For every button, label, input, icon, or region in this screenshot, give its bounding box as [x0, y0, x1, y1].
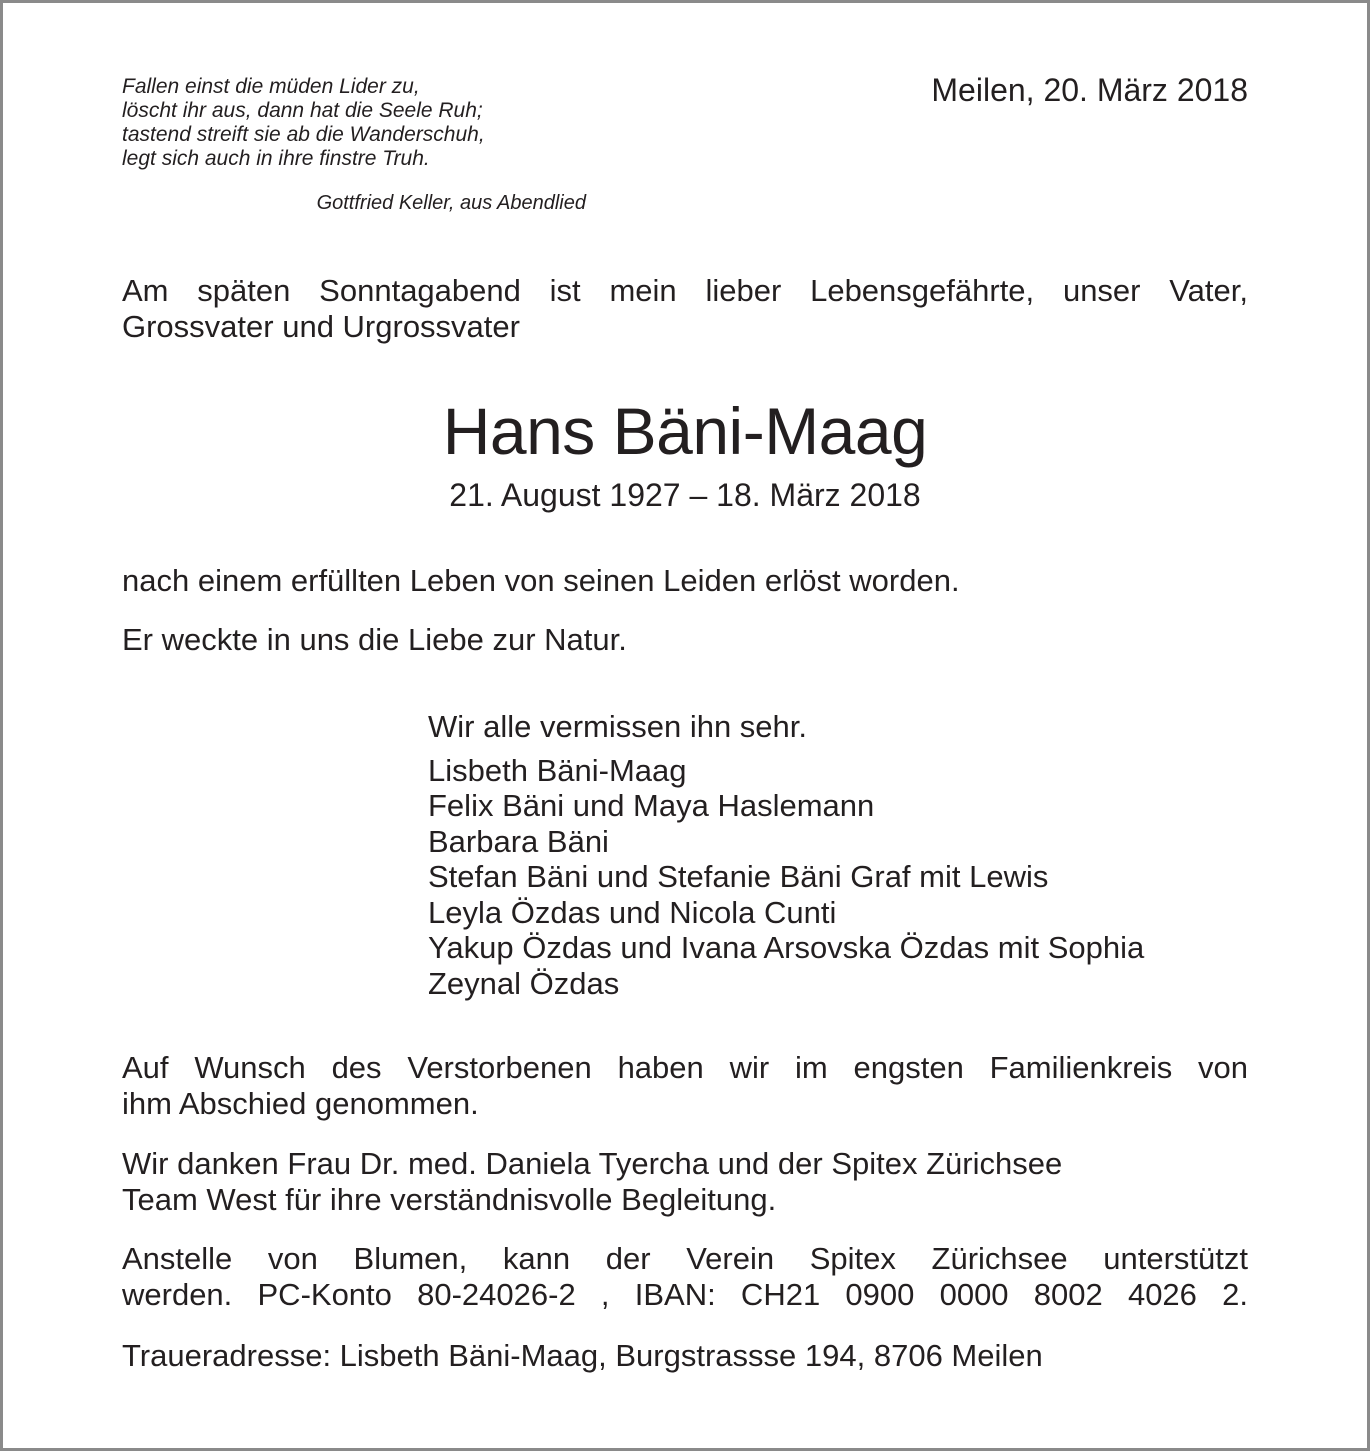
- donation-line: Anstelle von Blumen, kann der Verein Spitex Zürichsee unterstützt: [122, 1241, 1248, 1276]
- mourner-name: Zeynal Özdas: [428, 965, 620, 1001]
- deceased-name: Hans Bäni-Maag: [442, 394, 928, 468]
- mourner-name: Leyla Özdas und Nicola Cunti: [428, 894, 837, 930]
- poem-line: Fallen einst die müden Lider zu,: [122, 75, 420, 98]
- donation-text: [122, 1241, 1248, 1313]
- donation-line: werden. PC-Konto 80-24026-2 , IBAN: CH21 0900 0000 8002 4026 2.: [122, 1277, 1248, 1312]
- mourner-name: Yakup Özdas und Ivana Arsovska Özdas mit Sophia: [428, 930, 1145, 965]
- mourners-intro: Wir alle vermissen ihn sehr.: [428, 709, 808, 744]
- release-text: nach einem erfüllten Leben von seinen Leiden erlöst worden.: [122, 563, 960, 598]
- farewell-line: ihm Abschied genommen.: [122, 1086, 479, 1121]
- thanks-line: Team West für ihre verständnisvolle Begleitung.: [122, 1182, 777, 1217]
- mourner-name: Barbara Bäni: [428, 823, 609, 859]
- mourner-name: Lisbeth Bäni-Maag: [428, 752, 687, 788]
- lifespan-dates: 21. August 1927 – 18. März 2018: [449, 477, 921, 513]
- thanks-text: [122, 1146, 1248, 1218]
- place-date: Meilen, 20. März 2018: [931, 72, 1248, 108]
- poem-motto: [122, 75, 602, 214]
- mourners-list: [428, 709, 1144, 1001]
- poem-line: tastend streift sie ab die Wanderschuh,: [122, 123, 485, 146]
- poem-line: löscht ihr aus, dann hat die Seele Ruh;: [122, 99, 483, 122]
- farewell-line: Auf Wunsch des Verstorbenen haben wir im engsten Familienkreis von: [122, 1050, 1248, 1085]
- farewell-text: [122, 1050, 1248, 1122]
- poem-attribution: Gottfried Keller, aus Abendlied: [316, 192, 586, 214]
- nature-text: Er weckte in uns die Liebe zur Natur.: [122, 622, 627, 657]
- mourner-name: Stefan Bäni und Stefanie Bäni Graf mit Lewis: [428, 859, 1049, 894]
- intro-line: Am späten Sonntagabend ist mein lieber Lebensgefährte, unser Vater,: [122, 273, 1248, 308]
- poem-line: legt sich auch in ihre finstre Truh.: [122, 147, 430, 170]
- intro-line: Grossvater und Urgrossvater: [122, 309, 520, 344]
- mourning-address: Traueradresse: Lisbeth Bäni-Maag, Burgstrassse 194, 8706 Meilen: [122, 1338, 1043, 1373]
- thanks-line: Wir danken Frau Dr. med. Daniela Tyercha und der Spitex Zürichsee: [122, 1146, 1063, 1181]
- mourner-name: Felix Bäni und Maya Haslemann: [428, 788, 875, 823]
- intro-text: [122, 273, 1248, 345]
